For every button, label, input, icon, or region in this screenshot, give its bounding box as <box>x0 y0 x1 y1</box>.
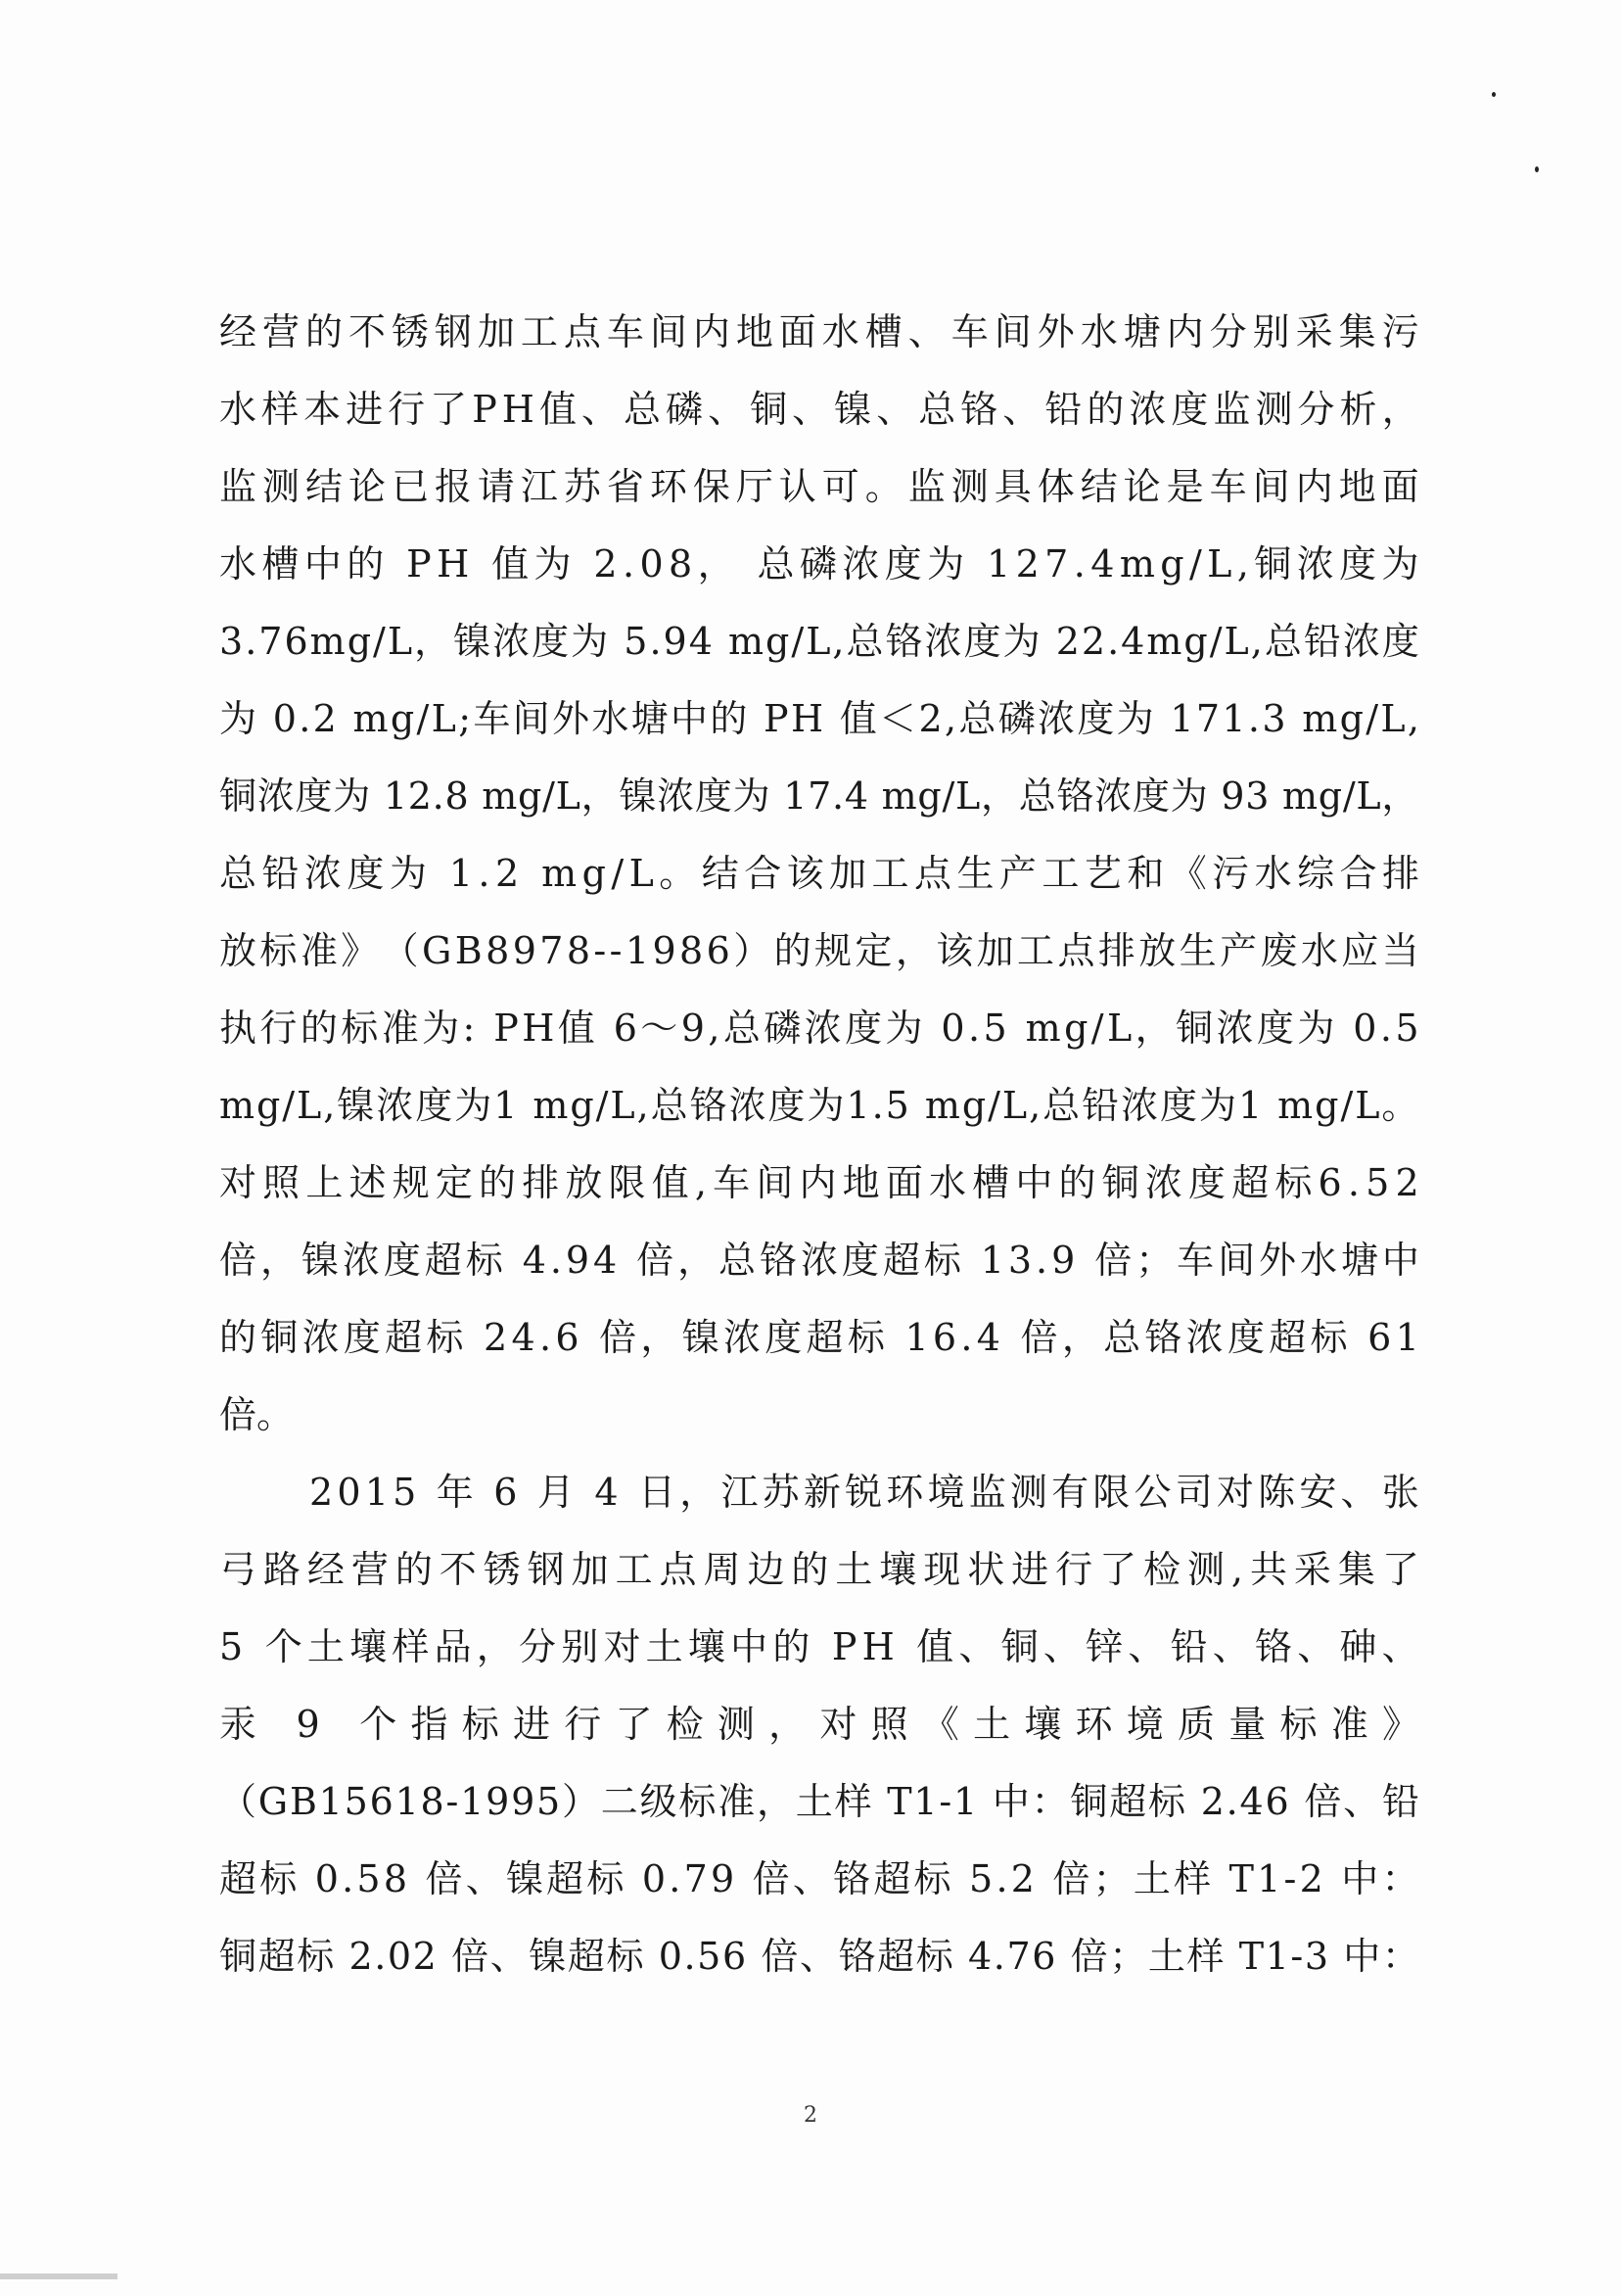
text-line: 3 . 7 6 m g / L ， 镍 浓 度 为 5 . 9 4 m g / L , 总 铬 浓 度 为 2 2 . 4 m g / L , 总 铅 浓 度 <box>219 620 1419 663</box>
scan-speck <box>1535 166 1539 172</box>
text-line: 倍。 <box>219 1393 295 1436</box>
text-line: m g / L , 镍 浓 度 为 1 m g / L , 总 铬 浓 度 为 1 . 5 m g / L , 总 铅 浓 度 为 1 m g / L 。 <box>219 1084 1419 1127</box>
text-line: 倍 ， 镍 浓 度 超 标 4 . 9 4 倍 ， 总 铬 浓 度 超 标 1 3 . 9 倍 ； 车 间 外 水 塘 中 <box>219 1239 1419 1282</box>
text-line: 监 测 结 论 已 报 请 江 苏 省 环 保 厅 认 可 。 监 测 具 体 结 论 是 车 间 内 地 面 <box>219 465 1419 508</box>
text-line: 对 照 上 述 规 定 的 排 放 限 值 , 车 间 内 地 面 水 槽 中 的 铜 浓 度 超 标 6 . 5 2 <box>219 1161 1419 1204</box>
text-line: 执 行 的 标 准 为 : P H 值 6 ～ 9 , 总 磷 浓 度 为 0 . 5 m g / L ， 铜 浓 度 为 0 . 5 <box>219 1007 1419 1050</box>
text-line: （ G B 1 5 6 1 8 - 1 9 9 5 ） 二 级 标 准 ， 土 样 T 1 - 1 中 ： 铜 超 标 2 . 4 6 倍 、 铅 <box>219 1780 1419 1823</box>
text-line: 铜 超 标 2 . 0 2 倍 、 镍 超 标 0 . 5 6 倍 、 铬 超 标 4 . 7 6 倍 ； 土 样 T 1 - 3 中 ： <box>219 1935 1419 1978</box>
text-line: 水 槽 中 的 P H 值 为 2 . 0 8 ， 总 磷 浓 度 为 1 2 7 . 4 m g / L , 铜 浓 度 为 <box>219 542 1419 586</box>
body-text <box>219 294 1419 1995</box>
scan-speck <box>1492 92 1496 97</box>
paragraph-first-line: 2 0 1 5 年 6 月 4 日 ， 江 苏 新 锐 环 境 监 测 有 限 公 司 对 陈 安 、 张 <box>309 1471 1419 1514</box>
text-line: 放 标 准 》 （ G B 8 9 7 8 - - 1 9 8 6 ） 的 规 定 ， 该 加 工 点 排 放 生 产 废 水 应 当 <box>219 929 1419 972</box>
scan-edge-mark <box>0 2273 117 2279</box>
text-line: 超 标 0 . 5 8 倍 、 镍 超 标 0 . 7 9 倍 、 铬 超 标 5 . 2 倍 ； 土 样 T 1 - 2 中 ： <box>219 1857 1419 1900</box>
text-line: 水 样 本 进 行 了 P H 值 、 总 磷 、 铜 、 镍 、 总 铬 、 铅 的 浓 度 监 测 分 析 ， <box>219 388 1419 431</box>
text-line: 的 铜 浓 度 超 标 2 4 . 6 倍 ， 镍 浓 度 超 标 1 6 . 4 倍 ， 总 铬 浓 度 超 标 6 1 <box>219 1316 1419 1359</box>
text-line: 总 铅 浓 度 为 1 . 2 m g / L 。 结 合 该 加 工 点 生 产 工 艺 和 《 污 水 综 合 排 <box>219 852 1419 895</box>
text-line: 汞 9 个 指 标 进 行 了 检 测 ， 对 照 《 土 壤 环 境 质 量 标 准 》 <box>219 1703 1419 1746</box>
text-line: 为 0 . 2 m g / L ; 车 间 外 水 塘 中 的 P H 值 ＜ 2 , 总 磷 浓 度 为 1 7 1 . 3 m g / L , <box>219 697 1419 740</box>
text-line: 经 营 的 不 锈 钢 加 工 点 车 间 内 地 面 水 槽 、 车 间 外 水 塘 内 分 别 采 集 污 <box>219 310 1419 353</box>
text-line: 弓 路 经 营 的 不 锈 钢 加 工 点 周 边 的 土 壤 现 状 进 行 了 检 测 , 共 采 集 了 <box>219 1548 1419 1591</box>
page-number: 2 <box>804 2103 817 2128</box>
text-line: 5 个 土 壤 样 品 ， 分 别 对 土 壤 中 的 P H 值 、 铜 、 锌 、 铅 、 铬 、 砷 、 <box>219 1625 1419 1668</box>
text-line: 铜 浓 度 为 1 2 . 8 m g / L ， 镍 浓 度 为 1 7 . 4 m g / L ， 总 铬 浓 度 为 9 3 m g / L ， <box>219 774 1419 818</box>
